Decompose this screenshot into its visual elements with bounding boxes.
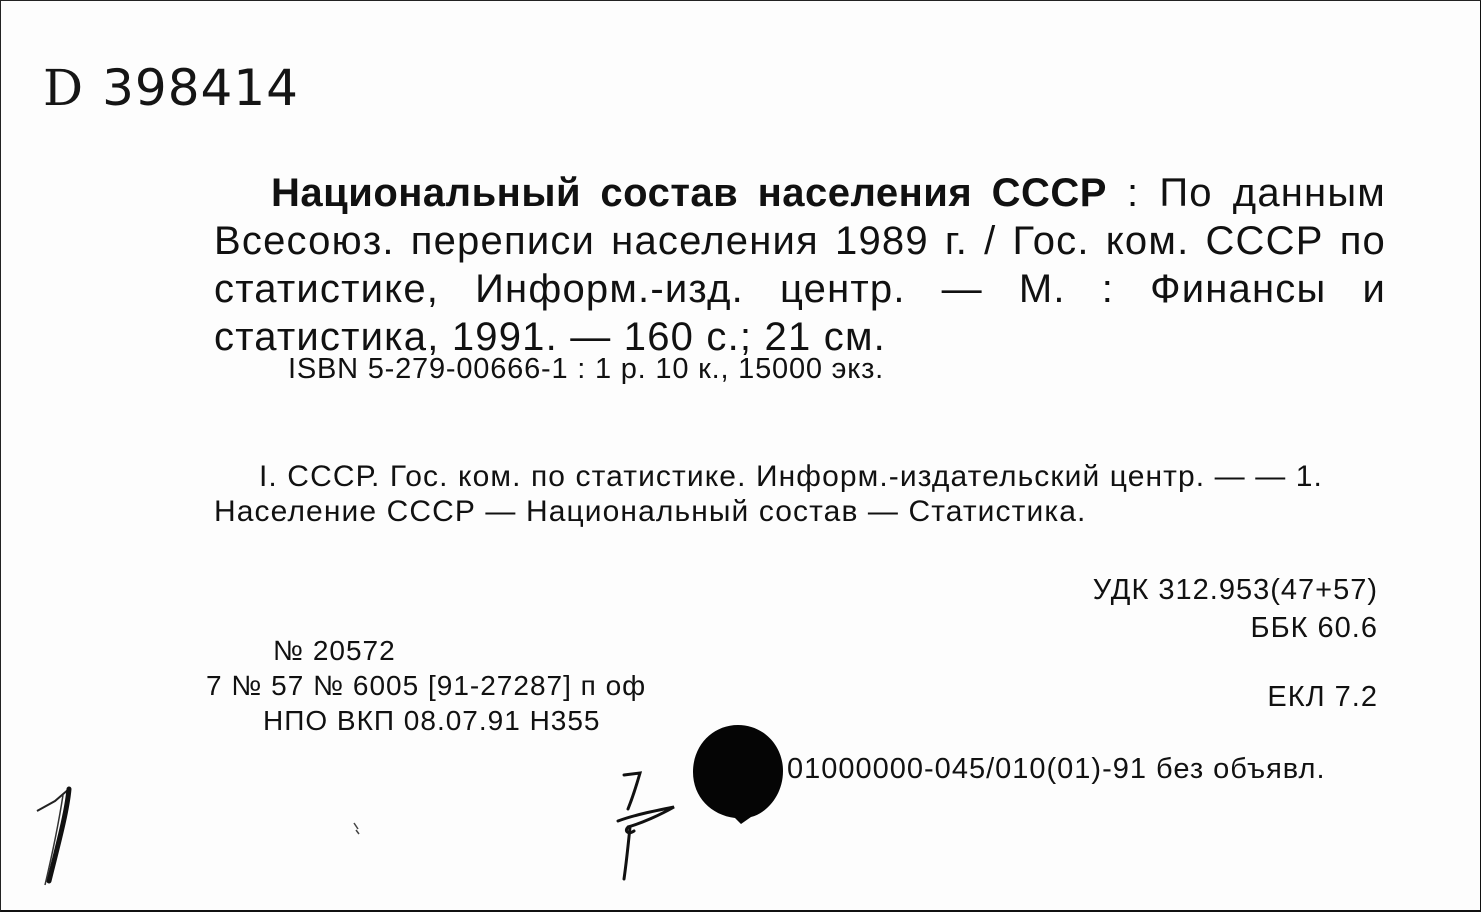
- press-info: НПО ВКП 08.07.91 Н355: [263, 705, 601, 736]
- order-number: № 20572: [273, 635, 396, 666]
- bibliographic-description: : По данным Всесоюз. переписи населения 1989 г. / Гос. ком. СССР по статистике, Информ.-изд. центр. — М. : Финансы и статистика, 1991. — 160 с.; 21 см.: [214, 171, 1386, 359]
- handwritten-one-icon: [23, 781, 93, 891]
- bbk-classification: ББК 60.6: [1250, 612, 1378, 644]
- price-code: 01000000-045/010(01)-91 без объявл.: [787, 753, 1326, 785]
- main-entry: [214, 169, 1386, 361]
- isbn-line: ISBN 5-279-00666-1 : 1 р. 10 к., 15000 экз.: [288, 353, 885, 385]
- call-number-digits: 398414: [102, 59, 299, 117]
- handwritten-seven-icon: [606, 769, 686, 884]
- speck-mark: [351, 821, 363, 837]
- call-number: [43, 59, 299, 117]
- print-info: 7 № 57 № 6005 [91-27287] п оф: [206, 670, 647, 701]
- ekl-classification: ЕКЛ 7.2: [1267, 681, 1378, 713]
- subject-tracings: I. СССР. Гос. ком. по статистике. Информ.-издательский центр. — — 1. Население СССР — Национальный состав — Статистика.: [214, 460, 1323, 528]
- call-letter: D: [43, 59, 85, 117]
- book-title: Национальный состав населения СССР: [271, 171, 1107, 215]
- punch-hole-icon: [691, 723, 785, 825]
- udk-classification: УДК 312.953(47+57): [1092, 574, 1378, 606]
